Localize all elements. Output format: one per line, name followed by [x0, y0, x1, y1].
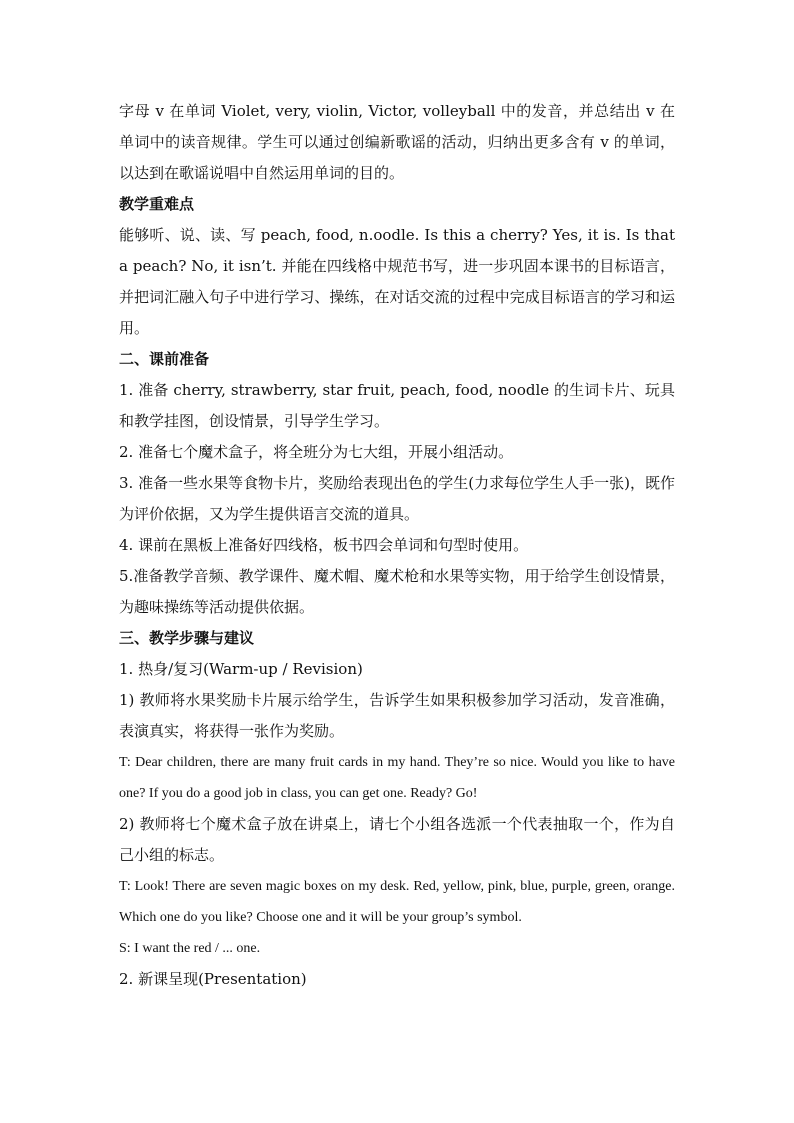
- document-body: [119, 96, 675, 995]
- step-2-title: 2. 新课呈现(Presentation): [119, 970, 307, 988]
- difficulty-heading: 教学重难点: [119, 195, 195, 213]
- step-1-2-teacher-line: T: Look! There are seven magic boxes on my desk. Red, yellow, pink, blue, purple, green, orange. Which one do you like? Choose one and it will be your group’s symbol.: [119, 879, 675, 925]
- step-1-title: 1. 热身/复习(Warm-up / Revision): [119, 660, 363, 678]
- step-1-2: 2) 教师将七个魔术盒子放在讲桌上，请七个小组各选派一个代表抽取一个，作为自己小组的标志。: [119, 815, 675, 864]
- preparation-heading: 二、课前准备: [119, 350, 210, 368]
- preparation-item-4: 4. 课前在黑板上准备好四线格，板书四会单词和句型时使用。: [119, 536, 529, 554]
- intro-paragraph: 字母 v 在单词 Violet, very, violin, Victor, volleyball 中的发音，并总结出 v 在单词中的读音规律。学生可以通过创编新歌谣的活动，归纳出更多含有 v 的单词，以达到在歌谣说唱中自然运用单词的目的。: [119, 102, 675, 182]
- preparation-item-3: 3. 准备一些水果等食物卡片，奖励给表现出色的学生(力求每位学生人手一张)，既作为评价依据，又为学生提供语言交流的道具。: [119, 474, 675, 523]
- preparation-item-5: 5.准备教学音频、教学课件、魔术帽、魔术枪和水果等实物，用于给学生创设情景，为趣味操练等活动提供依据。: [119, 567, 675, 616]
- preparation-item-2: 2. 准备七个魔术盒子，将全班分为七大组，开展小组活动。: [119, 443, 514, 461]
- step-1-2-student-line: S: I want the red / ... one.: [119, 941, 261, 956]
- difficulty-paragraph: 能够听、说、读、写 peach, food, n.oodle. Is this a cherry? Yes, it is. Is that a peach? No, it isn’t. 并能在四线格中规范书写，进一步巩固本课书的目标语言，并把词汇融入句子中进行学习、操练，在对话交流的过程中完成目标语言的学习和运用。: [119, 226, 675, 337]
- preparation-item-1: 1. 准备 cherry, strawberry, star fruit, peach, food, noodle 的生词卡片、玩具和教学挂图，创设情景，引导学生学习。: [119, 381, 675, 430]
- steps-heading: 三、教学步骤与建议: [119, 629, 255, 647]
- step-1-1-teacher-line: T: Dear children, there are many fruit cards in my hand. They’re so nice. Would you like to have one? If you do a good job in class, you can get one. Ready? Go!: [119, 755, 675, 801]
- step-1-1: 1) 教师将水果奖励卡片展示给学生，告诉学生如果积极参加学习活动，发音准确，表演真实，将获得一张作为奖励。: [119, 691, 675, 740]
